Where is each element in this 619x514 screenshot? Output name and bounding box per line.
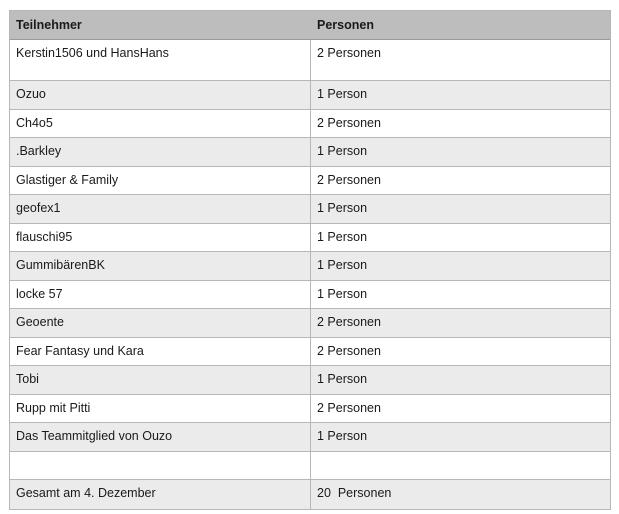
participant-cell: Fear Fantasy und Kara (10, 338, 311, 366)
persons-cell: 2 Personen (317, 343, 381, 358)
participant-cell: Das Teammitglied von Ouzo (10, 423, 311, 451)
total-value: 20 Personen (317, 486, 392, 500)
participant-cell: GummibärenBK (10, 252, 311, 280)
persons-cell: 1 Person (317, 429, 368, 443)
persons-cell: 1 Person (317, 286, 368, 301)
header-personen: Personen (317, 18, 374, 32)
table-row (10, 40, 610, 81)
table-row (10, 395, 610, 424)
participant-cell: Geoente (10, 309, 311, 337)
persons-cell: 1 Person (317, 144, 368, 158)
table-row (10, 252, 610, 281)
table-row (10, 138, 610, 167)
header-teilnehmer: Teilnehmer (16, 18, 82, 32)
participant-cell: locke 57 (10, 281, 311, 309)
participant-cell: Kerstin1506 und HansHans (10, 40, 311, 80)
persons-cell: 2 Personen (317, 400, 381, 415)
table-row (10, 338, 610, 367)
participant-cell: geofex1 (10, 195, 311, 223)
persons-cell: 2 Personen (317, 115, 381, 130)
persons-cell: 1 Person (317, 87, 368, 101)
total-label: Gesamt am 4. Dezember (10, 480, 311, 509)
table-row (10, 366, 610, 395)
table-header (10, 11, 610, 40)
participant-cell: Ozuo (10, 81, 311, 109)
table-row (10, 195, 610, 224)
empty-row (10, 452, 610, 481)
table-row (10, 224, 610, 253)
table-row (10, 309, 610, 338)
participant-cell: Glastiger & Family (10, 167, 311, 195)
participant-cell: Tobi (10, 366, 311, 394)
participant-cell: Ch4o5 (10, 110, 311, 138)
total-row (10, 480, 610, 509)
participant-cell (10, 452, 311, 480)
persons-cell: 1 Person (317, 258, 368, 272)
table-row (10, 281, 610, 310)
participants-table (9, 10, 611, 510)
persons-cell: 1 Person (317, 201, 368, 215)
persons-cell: 2 Personen (317, 172, 381, 187)
participant-cell: flauschi95 (10, 224, 311, 252)
persons-cell: 1 Person (317, 229, 368, 244)
table-row (10, 423, 610, 452)
persons-cell: 2 Personen (317, 315, 381, 329)
table-row (10, 81, 610, 110)
participant-cell: Rupp mit Pitti (10, 395, 311, 423)
persons-cell: 1 Person (317, 372, 368, 386)
table-row (10, 110, 610, 139)
persons-cell: 2 Personen (317, 46, 381, 60)
table-row (10, 167, 610, 196)
participant-cell: .Barkley (10, 138, 311, 166)
persons-cell (311, 452, 610, 480)
